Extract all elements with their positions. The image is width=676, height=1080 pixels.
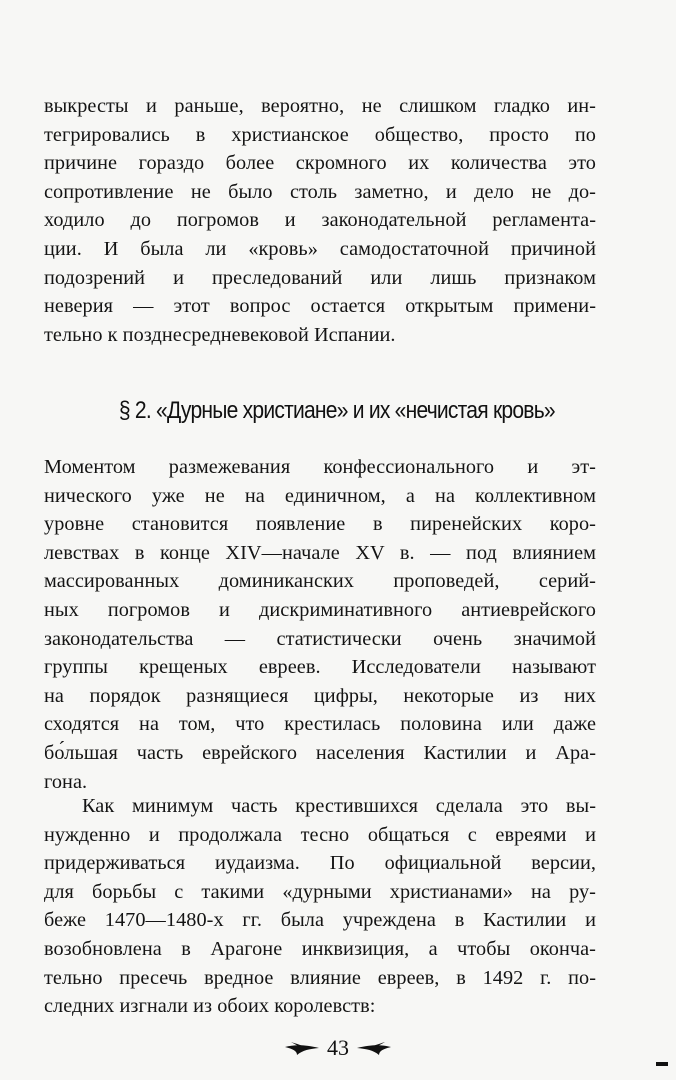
swallow-ornament-icon [355,1038,393,1058]
edge-mark [656,1062,668,1066]
text-line: гона. [44,770,88,793]
paragraph-2 [44,453,596,796]
text-line: следних изгнали из обоих королевств: [44,995,376,1018]
text-line: подозрений и преследований или лишь признаком [44,266,596,289]
section-heading: § 2. «Дурные христиане» и их «нечистая кровь» [118,397,555,424]
text-line: нужденно и продолжала тесно общаться с евреями и [44,823,596,846]
text-line: ных погромов и дискриминативного антиеврейского [44,598,596,621]
page-number: 43 [327,1035,349,1060]
text-line: выкресты и раньше, вероятно, не слишком гладко ин- [44,95,596,117]
text-line: законодательства — статистически очень значимой [44,627,596,650]
text-line: тельно к позднесредневековой Испании. [44,323,396,346]
text-line: тельно пресечь вредное влияние евреев, в 1492 г. по- [44,966,596,989]
folio [0,1034,676,1062]
text-line: нического уже не на единичном, а на коллективном [44,484,596,507]
text-line: тегрировались в христианское общество, просто по [44,123,596,146]
text-line: Как минимум часть крестившихся сделала это вы- [82,795,596,817]
text-line: группы крещеных евреев. Исследователи называют [44,656,596,679]
paragraph-3 [44,792,596,1021]
text-line: неверия — этот вопрос остается открытым примени- [44,295,596,318]
swallow-ornament-icon [283,1038,321,1058]
paragraph-1 [44,92,596,349]
text-line: сопротивление не было столь заметно, и дело не до- [44,180,596,203]
text-line: придерживаться иудаизма. По официальной версии, [44,852,596,875]
text-line: ходило до погромов и законодательной регламента- [44,209,596,232]
text-line: сходятся на том, что крестилась половина или даже [44,713,596,736]
text-line: причине гораздо более скромного их количества это [44,152,596,175]
text-line: на порядок разнящиеся цифры, некоторые из них [44,684,596,707]
text-line: левствах в конце XIV—начале XV в. — под влиянием [44,541,596,564]
text-line: беже 1470—1480-х гг. была учреждена в Кастилии и [44,909,596,932]
text-line: возобновлена в Арагоне инквизиция, а чтобы оконча- [44,937,596,960]
text-line: уровне становится появление в пиренейских коро- [44,513,596,536]
text-line: бо́льшая часть еврейского населения Кастилии и Ара- [44,741,596,764]
text-line: для борьбы с такими «дурными христианами» на ру- [44,880,596,903]
text-line: массированных доминиканских проповедей, серий- [44,570,596,593]
text-line: Моментом размежевания конфессионального и эт- [44,456,596,478]
text-line: ции. И была ли «кровь» самодостаточной причиной [44,237,596,260]
